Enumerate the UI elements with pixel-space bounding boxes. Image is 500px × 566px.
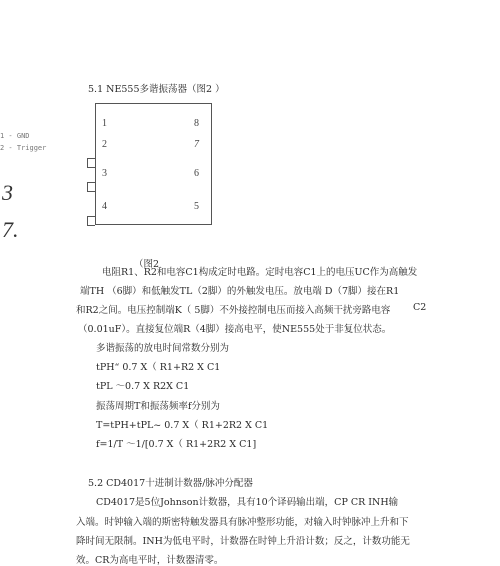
side-note-trigger: 2 - Trigger — [0, 144, 47, 152]
pin-8: 8 — [194, 118, 199, 129]
chip-pin-tab-2 — [87, 158, 95, 168]
side-note-gnd: 1 - GND — [0, 132, 30, 140]
chip-pin-tab-3 — [87, 182, 95, 192]
pin-6: 6 — [194, 168, 199, 179]
pin-2: 2 — [102, 139, 107, 150]
formula-line: tPH“ 0.7 X（ R1+R2 X C1 — [96, 362, 221, 373]
body-line: 端TH （6脚）和低触发TL（2脚）的外触发电压。放电端 D（7脚）接在R1 — [80, 286, 400, 297]
body-line: 电阻R1、R2和电容C1构成定时电路。定时电容C1上的电压UC作为高触发 — [102, 267, 418, 278]
body-line: 振荡周期T和振荡频率f分别为 — [96, 401, 220, 412]
pin-5: 5 — [194, 201, 199, 212]
formula-line: tPL ～0.7 X R2X C1 — [96, 381, 190, 392]
pin-3: 3 — [102, 168, 107, 179]
body-line: 降时间无限制。INH为低电平时，计数器在时钟上升沿计数；反之，计数功能无 — [76, 536, 410, 547]
body-line: 效。CR为高电平时，计数器清零。 — [76, 555, 224, 566]
formula-line: f=1/T ～1/[0.7 X（ R1+2R2 X C1] — [96, 439, 257, 450]
pin-1: 1 — [102, 118, 107, 129]
body-line: 多谐振荡的放电时间常数分别为 — [96, 343, 230, 354]
section1-heading: 5.1 NE555多谐振荡器（图2 ） — [88, 84, 225, 95]
body-line: CD4017是5位Johnson计数器，具有10个译码输出端，CP CR INH输 — [96, 497, 399, 508]
body-line: （0.01uF）。直接复位端R（4脚）接高电平，使NE555处于非复位状态。 — [78, 324, 392, 335]
body-line: C2 — [413, 302, 427, 313]
pin-4: 4 — [102, 201, 107, 212]
chip-pin-tab-4 — [87, 216, 95, 226]
formula-line: T=tPH+tPL~ 0.7 X（ R1+2R2 X C1 — [96, 420, 269, 431]
body-line: 入端。时钟输入端的斯密特触发器具有脉冲整形功能，对输入时钟脉冲上升和下 — [76, 517, 409, 528]
figure-label: （图2 — [134, 259, 160, 270]
side-note-7: 7. — [2, 217, 19, 242]
side-note-3: 3 — [2, 180, 13, 205]
body-line: 和R2之间。电压控制端K（ 5脚）不外接控制电压而接入高频干扰旁路电容 — [76, 305, 391, 316]
section2-heading: 5.2 CD4017十进制计数器/脉冲分配器 — [88, 478, 253, 489]
pin-7: 7 — [194, 139, 199, 150]
